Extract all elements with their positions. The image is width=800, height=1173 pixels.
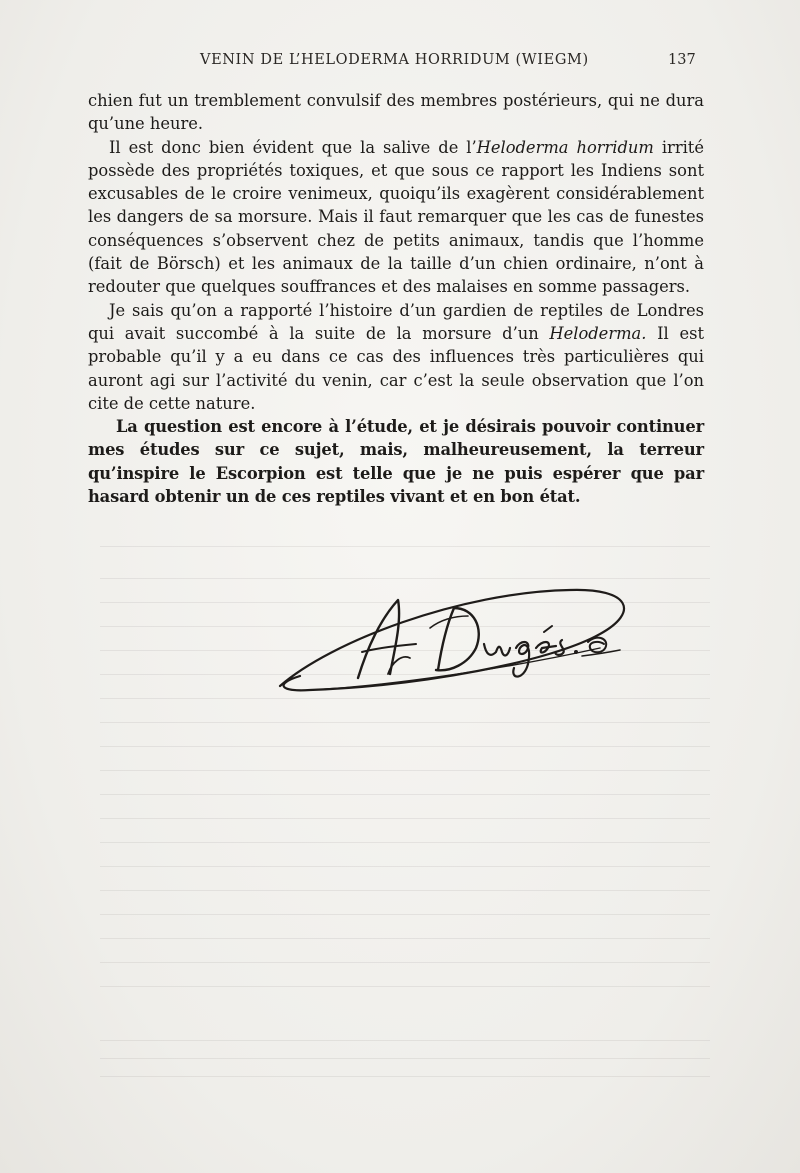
paragraph-4: La question est encore à l’étude, et je désirais pouvoir continuer mes études sur ce sujet, mais, malheureusement, la terreur qu’inspire le Escorpion est telle que je ne puis espérer que par hasard obtenir un de ces reptiles vivant et en bon état. [88, 417, 704, 507]
handwritten-signature [270, 582, 650, 702]
show-through-line [100, 722, 710, 723]
show-through-line [100, 986, 710, 987]
show-through-line [100, 842, 710, 843]
show-through-line [100, 1040, 710, 1041]
paragraph-3 [88, 299, 704, 415]
show-through-line [100, 578, 710, 579]
paragraph-2 [88, 136, 704, 299]
show-through-line [100, 890, 710, 891]
genus-name: Heloderma. [549, 323, 647, 343]
species-name: Heloderma horridum [476, 137, 654, 157]
paragraph-1: chien fut un tremblement convulsif des membres postérieurs, qui ne dura qu’une heure. [88, 91, 704, 134]
paragraph-2-text-a: Il est donc bien évident que la salive de l’ [109, 137, 477, 157]
show-through-line [100, 914, 710, 915]
paragraph-3-text-a: Je sais qu’on a rapporté l’histoire d’un gardien de reptiles de Londres qui avait succombé à la suite de la morsure d’un [88, 300, 704, 343]
running-title: VENIN DE L’HELODERMA HORRIDUM (WIEGM) [200, 52, 589, 68]
show-through-line [100, 962, 710, 963]
show-through-line [100, 770, 710, 771]
show-through-line [100, 1076, 710, 1077]
paragraph-3-text-b: Il est probable qu’il y a eu dans ce cas des influences très particulières qui auront agi sur l’activité du venin, car c’est la seule observation que l’on cite de cette nature. [88, 323, 704, 413]
show-through-line [100, 746, 710, 747]
page-number: 137 [668, 52, 696, 68]
show-through-line [100, 546, 710, 547]
show-through-line [100, 1058, 710, 1059]
show-through-line [100, 866, 710, 867]
paragraph-2-text-b: irrité possède des propriétés toxiques, et que sous ce rapport les Indiens sont excusables de le croire venimeux, quoiqu’ils exagèrent considérablement les dangers de sa morsure. Mais il faut remarquer que les cas de funestes conséquences s’observent chez de petits animaux, tandis que l’homme (fait de Börsch) et les animaux de la taille d’un chien ordinaire, n’ont à redouter que quelques souffrances et des malaises en somme passagers. [88, 137, 704, 297]
show-through-line [100, 794, 710, 795]
article-body [88, 89, 704, 508]
show-through-line [100, 938, 710, 939]
show-through-line [100, 818, 710, 819]
